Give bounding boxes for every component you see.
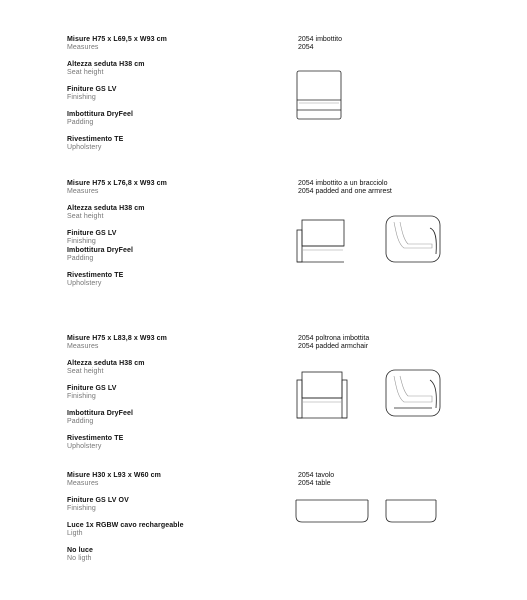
spec-upholstery — [67, 435, 257, 451]
spec-sublabel: Padding — [67, 255, 94, 262]
spec-label: Rivestimento TE — [67, 136, 124, 143]
spec-label: Misure H75 x L69,5 x W93 cm — [67, 36, 167, 43]
spec-label: Finiture GS LV OV — [67, 497, 129, 504]
spec-finishing — [67, 230, 257, 246]
armchair-top-drawing — [384, 368, 442, 420]
pouf-front-drawing — [296, 70, 344, 122]
spec-sublabel: Upholstery — [67, 443, 102, 450]
spec-seat-height — [67, 61, 257, 77]
spec-list-2 — [67, 180, 257, 297]
caption-it: 2054 poltrona imbottita — [298, 335, 370, 342]
spec-sublabel: Finishing — [67, 505, 96, 512]
spec-label: Imbottitura DryFeel — [67, 247, 134, 254]
caption-en: 2054 padded armchair — [298, 343, 369, 350]
spec-label: Imbottitura DryFeel — [67, 111, 134, 118]
spec-finishing — [67, 385, 257, 401]
product-caption-4 — [298, 472, 498, 488]
spec-label: Misure H75 x L83,8 x W93 cm — [67, 335, 167, 342]
spec-label: No luce — [67, 547, 93, 554]
spec-sublabel: Seat height — [67, 368, 104, 375]
spec-label: Luce 1x RGBW cavo rechargeable — [67, 522, 184, 529]
spec-label: Rivestimento TE — [67, 435, 124, 442]
spec-sublabel: Ligth — [67, 530, 83, 537]
spec-padding — [67, 247, 257, 263]
product-caption-2 — [298, 180, 498, 196]
spec-sublabel: Finishing — [67, 238, 96, 245]
spec-padding — [67, 111, 257, 127]
spec-measures — [67, 472, 257, 488]
spec-padding — [67, 410, 257, 426]
spec-list-3 — [67, 335, 257, 460]
caption-en: 2054 — [298, 44, 314, 51]
product-caption-1 — [298, 36, 498, 52]
one-armrest-top-drawing — [384, 214, 442, 266]
spec-sublabel: Finishing — [67, 393, 96, 400]
caption-en: 2054 padded and one armrest — [298, 188, 392, 195]
spec-label: Rivestimento TE — [67, 272, 124, 279]
table-side-drawing — [384, 498, 440, 526]
spec-sublabel: Seat height — [67, 213, 104, 220]
caption-it: 2054 imbottito — [298, 36, 342, 43]
spec-measures — [67, 36, 257, 52]
spec-measures — [67, 335, 257, 351]
spec-sublabel: Upholstery — [67, 280, 102, 287]
spec-label: Altezza seduta H38 cm — [67, 61, 145, 68]
armchair-front-drawing — [294, 370, 352, 420]
spec-sublabel: Seat height — [67, 69, 104, 76]
spec-sublabel: Measures — [67, 188, 99, 195]
one-armrest-front-drawing — [294, 218, 348, 264]
spec-finishing — [67, 497, 257, 513]
spec-upholstery — [67, 272, 257, 288]
table-front-drawing — [294, 498, 372, 526]
spec-sublabel: Measures — [67, 480, 99, 487]
spec-sublabel: Measures — [67, 343, 99, 350]
spec-sublabel: Padding — [67, 119, 94, 126]
spec-label: Misure H30 x L93 x W60 cm — [67, 472, 161, 479]
spec-label: Altezza seduta H38 cm — [67, 205, 145, 212]
spec-upholstery — [67, 136, 257, 152]
spec-measures — [67, 180, 257, 196]
spec-sublabel: Measures — [67, 44, 99, 51]
product-caption-3 — [298, 335, 498, 351]
spec-label: Finiture GS LV — [67, 86, 117, 93]
spec-label: Altezza seduta H38 cm — [67, 360, 145, 367]
spec-list-1 — [67, 36, 257, 161]
spec-sublabel: Finishing — [67, 94, 96, 101]
spec-seat-height — [67, 205, 257, 221]
caption-it: 2054 imbottito a un bracciolo — [298, 180, 388, 187]
spec-list-4 — [67, 472, 257, 572]
spec-no-light — [67, 547, 257, 563]
spec-label: Misure H75 x L76,8 x W93 cm — [67, 180, 167, 187]
caption-it: 2054 tavolo — [298, 472, 335, 479]
spec-seat-height — [67, 360, 257, 376]
spec-label: Imbottitura DryFeel — [67, 410, 134, 417]
spec-sublabel: No ligth — [67, 555, 92, 562]
spec-sublabel: Upholstery — [67, 144, 102, 151]
caption-en: 2054 table — [298, 480, 331, 487]
spec-label: Finiture GS LV — [67, 230, 117, 237]
spec-finishing — [67, 86, 257, 102]
spec-light — [67, 522, 257, 538]
spec-sublabel: Padding — [67, 418, 94, 425]
spec-label: Finiture GS LV — [67, 385, 117, 392]
